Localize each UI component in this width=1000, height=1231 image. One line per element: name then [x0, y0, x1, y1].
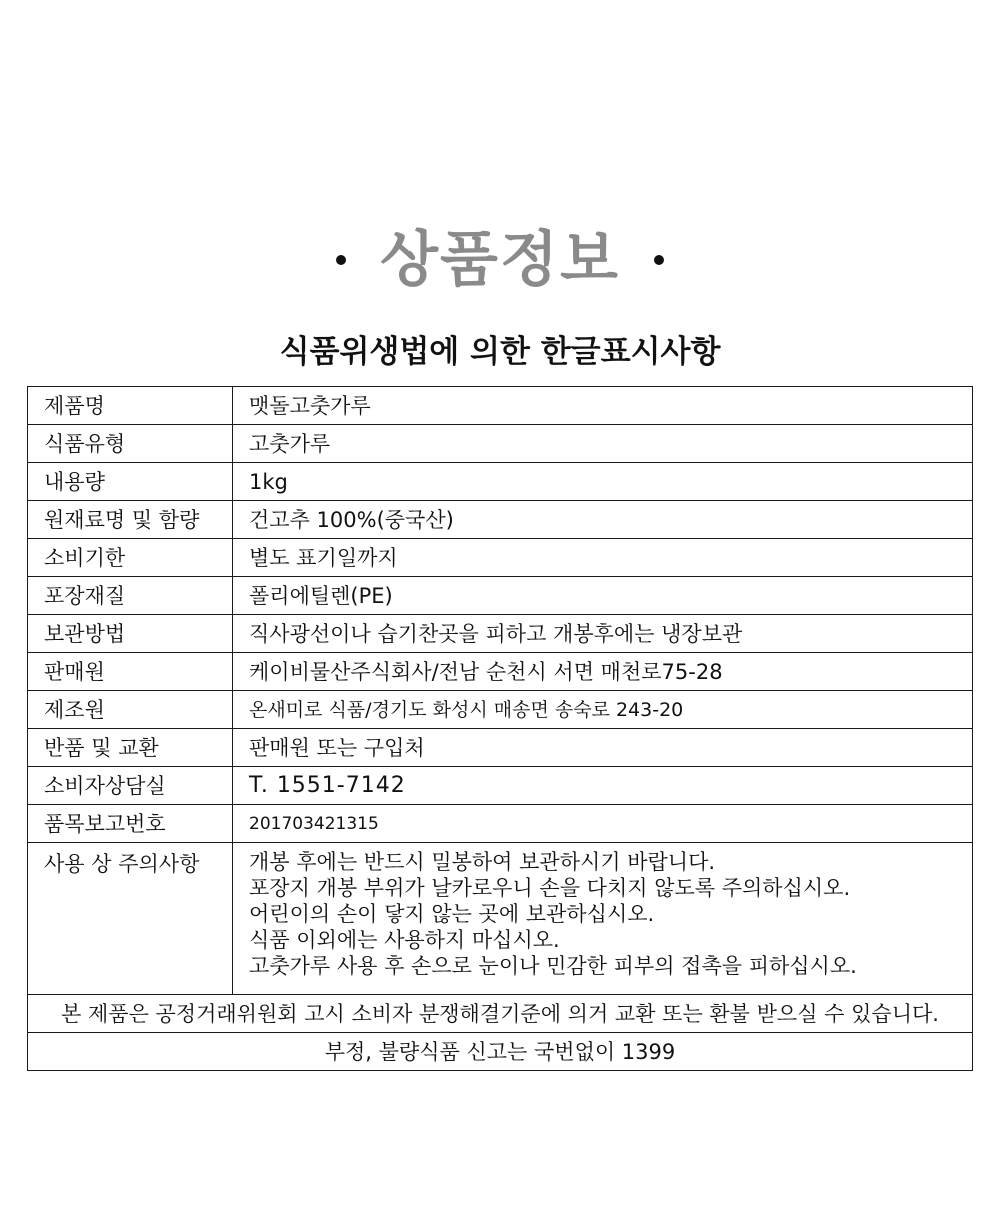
table-row — [28, 805, 973, 843]
row-value: 201703421315 — [233, 805, 973, 843]
row-value: 1kg — [233, 463, 973, 501]
row-value: T. 1551-7142 — [233, 767, 973, 805]
table-row — [28, 691, 973, 729]
row-value: 폴리에틸렌(PE) — [233, 577, 973, 615]
row-value: 맷돌고춧가루 — [233, 387, 973, 425]
bullet-dot-right-icon — [654, 255, 664, 265]
row-label: 식품유형 — [28, 425, 233, 463]
row-label: 반품 및 교환 — [28, 729, 233, 767]
table-row — [28, 653, 973, 691]
table-row — [28, 539, 973, 577]
notice-row — [28, 1033, 973, 1071]
row-value: 별도 표기일까지 — [233, 539, 973, 577]
row-label: 제품명 — [28, 387, 233, 425]
row-label: 사용 상 주의사항 — [28, 843, 233, 995]
product-info-table — [27, 386, 973, 1071]
row-label: 포장재질 — [28, 577, 233, 615]
row-value: 온새미로 식품/경기도 화성시 매송면 송숙로 243-20 — [233, 691, 973, 729]
caution-line: 포장지 개봉 부위가 날카로우니 손을 다치지 않도록 주의하십시오. — [249, 876, 851, 900]
row-label: 소비자상담실 — [28, 767, 233, 805]
row-label: 제조원 — [28, 691, 233, 729]
report-notice: 부정, 불량식품 신고는 국번없이 1399 — [28, 1033, 973, 1071]
row-label: 원재료명 및 함량 — [28, 501, 233, 539]
caution-line: 개봉 후에는 반드시 밀봉하여 보관하시기 바랍니다. — [249, 850, 716, 874]
row-label: 판매원 — [28, 653, 233, 691]
page-title: 상품정보 — [380, 225, 620, 295]
row-value: 직사광선이나 습기찬곳을 피하고 개봉후에는 냉장보관 — [233, 615, 973, 653]
notice-row — [28, 995, 973, 1033]
table-row — [28, 463, 973, 501]
table-row — [28, 615, 973, 653]
bullet-dot-left-icon — [336, 255, 346, 265]
page-header — [0, 222, 1000, 298]
title-wrap — [336, 222, 664, 298]
row-label: 소비기한 — [28, 539, 233, 577]
table-row — [28, 577, 973, 615]
table-row — [28, 501, 973, 539]
caution-line: 어린이의 손이 닿지 않는 곳에 보관하십시오. — [249, 902, 655, 926]
table-row — [28, 425, 973, 463]
row-label: 내용량 — [28, 463, 233, 501]
row-label: 보관방법 — [28, 615, 233, 653]
caution-line: 식품 이외에는 사용하지 마십시오. — [249, 928, 560, 952]
caution-row — [28, 843, 973, 995]
caution-line: 고춧가루 사용 후 손으로 눈이나 민감한 피부의 접촉을 피하십시오. — [249, 954, 857, 978]
table-row — [28, 729, 973, 767]
caution-text — [233, 843, 973, 995]
row-value: 고춧가루 — [233, 425, 973, 463]
table-row — [28, 767, 973, 805]
table-row — [28, 387, 973, 425]
row-value: 건고추 100%(중국산) — [233, 501, 973, 539]
row-label: 품목보고번호 — [28, 805, 233, 843]
row-value: 판매원 또는 구입처 — [233, 729, 973, 767]
refund-notice: 본 제품은 공정거래위원회 고시 소비자 분쟁해결기준에 의거 교환 또는 환불 받으실 수 있습니다. — [28, 995, 973, 1033]
label-section-title: 식품위생법에 의한 한글표시사항 — [279, 334, 721, 370]
row-value: 케이비물산주식회사/전남 순천시 서면 매천로75-28 — [233, 653, 973, 691]
